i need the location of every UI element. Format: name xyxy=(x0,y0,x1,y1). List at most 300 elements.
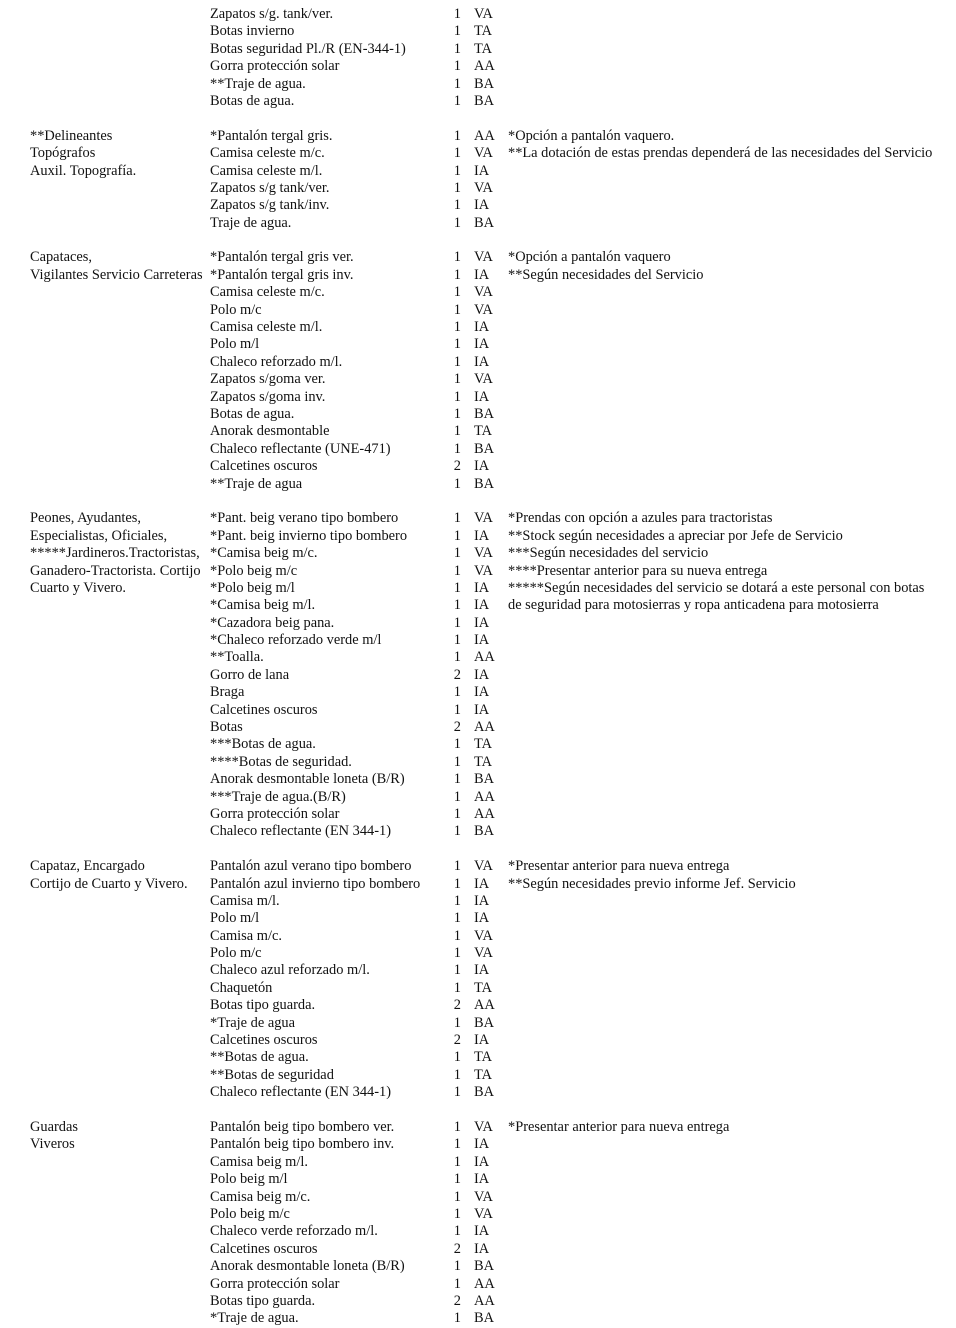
item-period-code: IA xyxy=(474,614,490,631)
item-quantity: 1 xyxy=(453,875,461,892)
item-name: Anorak desmontable loneta (B/R) xyxy=(210,1258,405,1275)
staff-category-line: Cuarto y Vivero. xyxy=(30,579,126,596)
table-row xyxy=(0,1258,956,1275)
item-period-code: AA xyxy=(474,1275,495,1292)
item-quantity: 2 xyxy=(453,1240,461,1257)
item-quantity: 1 xyxy=(453,266,461,283)
item-period-code: AA xyxy=(474,805,495,822)
item-period-code: IA xyxy=(474,266,490,283)
staff-group xyxy=(0,510,956,840)
item-period-code: BA xyxy=(474,1258,494,1275)
table-row xyxy=(0,1310,956,1327)
table-row xyxy=(0,806,956,823)
item-name: *Camisa beig m/c. xyxy=(210,545,318,562)
table-row xyxy=(0,632,956,649)
footnote: *****Según necesidades del servicio se dotará a este personal con botas xyxy=(508,579,925,596)
item-name: Polo m/c xyxy=(210,945,262,962)
item-period-code: VA xyxy=(474,562,493,579)
item-period-code: IA xyxy=(474,1240,490,1257)
item-quantity: 1 xyxy=(453,319,461,336)
item-name: ***Botas de agua. xyxy=(210,736,316,753)
item-quantity: 1 xyxy=(453,823,461,840)
item-quantity: 1 xyxy=(453,353,461,370)
footnote: *Opción a pantalón vaquero xyxy=(508,249,671,266)
table-row xyxy=(0,93,956,110)
item-name: Gorro de lana xyxy=(210,666,290,683)
item-name: Camisa celeste m/c. xyxy=(210,145,325,162)
table-row xyxy=(0,6,956,23)
item-period-code: IA xyxy=(474,162,490,179)
item-quantity: 1 xyxy=(453,197,461,214)
item-quantity: 1 xyxy=(453,945,461,962)
item-quantity: 1 xyxy=(453,545,461,562)
table-row xyxy=(0,1154,956,1171)
item-name: Calcetines oscuros xyxy=(210,1032,318,1049)
staff-group xyxy=(0,1119,956,1328)
item-quantity: 1 xyxy=(453,1084,461,1101)
item-name: Chaleco azul reforzado m/l. xyxy=(210,962,370,979)
item-quantity: 1 xyxy=(453,510,461,527)
item-period-code: VA xyxy=(474,145,493,162)
table-row xyxy=(0,1084,956,1101)
item-name: Botas invierno xyxy=(210,23,295,40)
table-row xyxy=(0,371,956,388)
table-row xyxy=(0,1276,956,1293)
item-quantity: 1 xyxy=(453,214,461,231)
item-quantity: 1 xyxy=(453,162,461,179)
item-period-code: VA xyxy=(474,945,493,962)
item-quantity: 1 xyxy=(453,405,461,422)
item-quantity: 1 xyxy=(453,475,461,492)
item-period-code: BA xyxy=(474,405,494,422)
table-row xyxy=(0,23,956,40)
table-row xyxy=(0,545,956,562)
table-row xyxy=(0,719,956,736)
item-name: Pantalón beig tipo bombero ver. xyxy=(210,1119,395,1135)
table-row xyxy=(0,771,956,788)
group-spacer xyxy=(0,232,956,249)
table-row xyxy=(0,41,956,58)
item-period-code: IA xyxy=(474,1032,490,1049)
item-period-code: TA xyxy=(474,23,493,40)
item-period-code: IA xyxy=(474,666,490,683)
item-period-code: BA xyxy=(474,75,494,92)
table-row xyxy=(0,702,956,719)
item-name: Camisa beig m/l. xyxy=(210,1153,308,1170)
table-row xyxy=(0,789,956,806)
item-name: Braga xyxy=(210,684,245,701)
item-period-code: IA xyxy=(474,579,490,596)
item-quantity: 2 xyxy=(453,997,461,1014)
item-quantity: 1 xyxy=(453,92,461,109)
item-quantity: 2 xyxy=(453,458,461,475)
item-quantity: 1 xyxy=(453,179,461,196)
table-row xyxy=(0,1189,956,1206)
table-row xyxy=(0,336,956,353)
item-quantity: 1 xyxy=(453,962,461,979)
table-row xyxy=(0,215,956,232)
table-row xyxy=(0,910,956,927)
item-name: Gorra protección solar xyxy=(210,805,340,822)
item-name: Camisa celeste m/c. xyxy=(210,284,325,301)
item-period-code: IA xyxy=(474,197,490,214)
item-period-code: BA xyxy=(474,1084,494,1101)
table-row xyxy=(0,928,956,945)
item-name: Botas seguridad Pl./R (EN-344-1) xyxy=(210,40,406,57)
item-name: Calcetines oscuros xyxy=(210,458,318,475)
item-quantity: 1 xyxy=(453,6,461,22)
footnote: **Según necesidades previo informe Jef. Servicio xyxy=(508,875,796,892)
item-quantity: 1 xyxy=(453,597,461,614)
group-spacer xyxy=(0,1102,956,1119)
table-row xyxy=(0,823,956,840)
item-quantity: 1 xyxy=(453,127,461,144)
item-period-code: IA xyxy=(474,353,490,370)
item-quantity: 1 xyxy=(453,75,461,92)
item-period-code: AA xyxy=(474,997,495,1014)
item-name: *Pant. beig invierno tipo bombero xyxy=(210,527,408,544)
table-row xyxy=(0,267,956,284)
item-name: **Traje de agua xyxy=(210,475,303,492)
item-period-code: BA xyxy=(474,823,494,840)
item-quantity: 1 xyxy=(453,1205,461,1222)
staff-category-line: **Delineantes xyxy=(30,127,113,144)
item-name: Calcetines oscuros xyxy=(210,1240,318,1257)
item-quantity: 1 xyxy=(453,40,461,57)
staff-group xyxy=(0,858,956,1101)
item-name: Calcetines oscuros xyxy=(210,701,318,718)
item-quantity: 2 xyxy=(453,666,461,683)
staff-category-line: Vigilantes Servicio Carreteras xyxy=(30,266,203,283)
item-quantity: 1 xyxy=(453,371,461,388)
table-row xyxy=(0,76,956,93)
staff-category-line: Guardas xyxy=(30,1119,78,1135)
item-quantity: 1 xyxy=(453,1119,461,1135)
item-quantity: 1 xyxy=(453,58,461,75)
item-name: Polo m/l xyxy=(210,336,260,353)
staff-group xyxy=(0,128,956,232)
table-row xyxy=(0,997,956,1014)
item-name: **Botas de seguridad xyxy=(210,1066,334,1083)
item-period-code: BA xyxy=(474,440,494,457)
table-row xyxy=(0,876,956,893)
item-period-code: TA xyxy=(474,1049,493,1066)
item-quantity: 1 xyxy=(453,701,461,718)
item-quantity: 1 xyxy=(453,1153,461,1170)
item-name: Zapatos s/g. tank/ver. xyxy=(210,6,334,22)
item-period-code: VA xyxy=(474,510,493,527)
item-period-code: IA xyxy=(474,319,490,336)
item-name: Zapatos s/goma ver. xyxy=(210,371,326,388)
item-name: Polo m/c xyxy=(210,301,262,318)
group-spacer xyxy=(0,841,956,858)
table-row xyxy=(0,510,956,527)
table-row xyxy=(0,180,956,197)
item-period-code: VA xyxy=(474,927,493,944)
item-quantity: 1 xyxy=(453,145,461,162)
table-row xyxy=(0,754,956,771)
item-quantity: 1 xyxy=(453,527,461,544)
clothing-allowance-table xyxy=(0,6,956,1328)
item-name: *Traje de agua. xyxy=(210,1310,299,1327)
item-name: Botas tipo guarda. xyxy=(210,997,316,1014)
table-row xyxy=(0,858,956,875)
item-quantity: 1 xyxy=(453,336,461,353)
table-row xyxy=(0,649,956,666)
item-period-code: VA xyxy=(474,371,493,388)
item-name: Pantalón beig tipo bombero inv. xyxy=(210,1136,395,1153)
item-quantity: 1 xyxy=(453,1188,461,1205)
table-row xyxy=(0,1015,956,1032)
item-period-code: TA xyxy=(474,40,493,57)
item-quantity: 1 xyxy=(453,1014,461,1031)
item-name: Pantalón azul verano tipo bombero xyxy=(210,858,412,875)
item-period-code: IA xyxy=(474,597,490,614)
item-quantity: 1 xyxy=(453,805,461,822)
item-period-code: IA xyxy=(474,910,490,927)
group-spacer xyxy=(0,110,956,127)
table-row xyxy=(0,580,956,597)
item-name: Polo beig m/l xyxy=(210,1171,288,1188)
table-row xyxy=(0,945,956,962)
item-quantity: 1 xyxy=(453,1049,461,1066)
item-period-code: AA xyxy=(474,58,495,75)
item-name: Chaleco reflectante (EN 344-1) xyxy=(210,1084,391,1101)
staff-category-line: Capataces, xyxy=(30,249,92,266)
item-period-code: AA xyxy=(474,1292,495,1309)
table-row xyxy=(0,1206,956,1223)
item-name: Camisa beig m/c. xyxy=(210,1188,311,1205)
item-name: Pantalón azul invierno tipo bombero xyxy=(210,875,421,892)
table-row xyxy=(0,319,956,336)
item-period-code: TA xyxy=(474,423,493,440)
table-row xyxy=(0,163,956,180)
item-period-code: IA xyxy=(474,701,490,718)
item-period-code: IA xyxy=(474,632,490,649)
item-quantity: 1 xyxy=(453,788,461,805)
staff-category-line: Viveros xyxy=(30,1136,75,1153)
item-period-code: VA xyxy=(474,301,493,318)
item-quantity: 1 xyxy=(453,301,461,318)
item-quantity: 1 xyxy=(453,1171,461,1188)
table-row xyxy=(0,597,956,614)
item-name: Zapatos s/g tank/ver. xyxy=(210,179,330,196)
item-period-code: IA xyxy=(474,962,490,979)
item-name: *Chaleco reforzado verde m/l xyxy=(210,632,382,649)
item-name: Camisa m/c. xyxy=(210,927,282,944)
item-period-code: TA xyxy=(474,736,493,753)
item-period-code: IA xyxy=(474,892,490,909)
item-name: Botas tipo guarda. xyxy=(210,1292,316,1309)
item-period-code: VA xyxy=(474,858,493,875)
item-period-code: AA xyxy=(474,788,495,805)
footnote: ****Presentar anterior para su nueva entrega xyxy=(508,562,768,579)
item-name: Camisa celeste m/l. xyxy=(210,162,323,179)
item-name: Botas xyxy=(210,719,243,736)
staff-category-line: Peones, Ayudantes, xyxy=(30,510,141,527)
table-row xyxy=(0,1049,956,1066)
item-name: **Traje de agua. xyxy=(210,75,306,92)
item-period-code: AA xyxy=(474,649,495,666)
item-quantity: 1 xyxy=(453,440,461,457)
item-period-code: VA xyxy=(474,545,493,562)
item-quantity: 1 xyxy=(453,388,461,405)
item-period-code: VA xyxy=(474,6,493,22)
item-period-code: VA xyxy=(474,284,493,301)
item-period-code: AA xyxy=(474,719,495,736)
item-quantity: 2 xyxy=(453,1292,461,1309)
table-row xyxy=(0,1241,956,1258)
item-name: ****Botas de seguridad. xyxy=(210,753,352,770)
item-period-code: BA xyxy=(474,92,494,109)
table-row xyxy=(0,1171,956,1188)
item-period-code: IA xyxy=(474,458,490,475)
item-period-code: TA xyxy=(474,979,493,996)
item-name: Chaquetón xyxy=(210,979,273,996)
table-row xyxy=(0,980,956,997)
item-name: *Pantalón tergal gris. xyxy=(210,127,333,144)
item-name: Zapatos s/goma inv. xyxy=(210,388,326,405)
item-period-code: IA xyxy=(474,388,490,405)
footnote: **Según necesidades del Servicio xyxy=(508,266,704,283)
item-period-code: IA xyxy=(474,1171,490,1188)
item-name: *Pantalón tergal gris inv. xyxy=(210,266,354,283)
table-row xyxy=(0,563,956,580)
table-row xyxy=(0,962,956,979)
item-quantity: 1 xyxy=(453,1136,461,1153)
table-row xyxy=(0,667,956,684)
staff-category-line: Topógrafos xyxy=(30,145,96,162)
item-name: ***Traje de agua.(B/R) xyxy=(210,788,346,805)
table-row xyxy=(0,893,956,910)
item-name: Chaleco reflectante (UNE-471) xyxy=(210,440,391,457)
table-row xyxy=(0,406,956,423)
item-quantity: 1 xyxy=(453,1223,461,1240)
item-quantity: 1 xyxy=(453,579,461,596)
item-name: Chaleco reforzado m/l. xyxy=(210,353,343,370)
item-name: Botas de agua. xyxy=(210,92,295,109)
item-period-code: BA xyxy=(474,1014,494,1031)
item-name: Camisa celeste m/l. xyxy=(210,319,323,336)
item-quantity: 1 xyxy=(453,23,461,40)
item-period-code: IA xyxy=(474,1136,490,1153)
table-row xyxy=(0,128,956,145)
item-period-code: VA xyxy=(474,1188,493,1205)
footnote: de seguridad para motosierras y ropa anticadena para motosierra xyxy=(508,597,879,614)
item-name: *Cazadora beig pana. xyxy=(210,614,335,631)
table-row xyxy=(0,1067,956,1084)
item-name: *Traje de agua xyxy=(210,1014,295,1031)
table-row xyxy=(0,1119,956,1136)
item-name: **Botas de agua. xyxy=(210,1049,309,1066)
item-quantity: 1 xyxy=(453,284,461,301)
item-period-code: BA xyxy=(474,1310,494,1327)
footnote: *Opción a pantalón vaquero. xyxy=(508,127,675,144)
staff-category-line: Capataz, Encargado xyxy=(30,858,145,875)
item-quantity: 2 xyxy=(453,719,461,736)
footnote: **Stock según necesidades a apreciar por Jefe de Servicio xyxy=(508,527,843,544)
staff-category-line: *****Jardineros.Tractoristas, xyxy=(30,545,200,562)
group-spacer xyxy=(0,493,956,510)
item-period-code: AA xyxy=(474,127,495,144)
item-quantity: 1 xyxy=(453,649,461,666)
table-row xyxy=(0,423,956,440)
staff-category-line: Auxil. Topografía. xyxy=(30,162,137,179)
item-quantity: 1 xyxy=(453,753,461,770)
item-name: Chaleco verde reforzado m/l. xyxy=(210,1223,378,1240)
item-quantity: 1 xyxy=(453,1310,461,1327)
table-row xyxy=(0,458,956,475)
table-row xyxy=(0,58,956,75)
item-period-code: IA xyxy=(474,336,490,353)
footnote: *Prendas con opción a azules para tractoristas xyxy=(508,510,773,527)
staff-group xyxy=(0,249,956,492)
item-quantity: 1 xyxy=(453,614,461,631)
item-period-code: IA xyxy=(474,1153,490,1170)
item-period-code: VA xyxy=(474,249,493,266)
item-name: Traje de agua. xyxy=(210,214,292,231)
item-name: *Pantalón tergal gris ver. xyxy=(210,249,354,266)
item-name: *Polo beig m/c xyxy=(210,562,298,579)
item-name: Chaleco reflectante (EN 344-1) xyxy=(210,823,391,840)
table-row xyxy=(0,736,956,753)
item-period-code: IA xyxy=(474,684,490,701)
item-period-code: VA xyxy=(474,179,493,196)
item-quantity: 1 xyxy=(453,979,461,996)
item-quantity: 1 xyxy=(453,249,461,266)
table-row xyxy=(0,197,956,214)
item-period-code: IA xyxy=(474,1223,490,1240)
table-row xyxy=(0,528,956,545)
table-row xyxy=(0,476,956,493)
item-name: Botas de agua. xyxy=(210,405,295,422)
table-row xyxy=(0,145,956,162)
item-name: Polo m/l xyxy=(210,910,260,927)
item-quantity: 1 xyxy=(453,910,461,927)
table-row xyxy=(0,441,956,458)
item-name: *Camisa beig m/l. xyxy=(210,597,316,614)
staff-category-line: Ganadero-Tractorista. Cortijo xyxy=(30,562,201,579)
item-name: Anorak desmontable loneta (B/R) xyxy=(210,771,405,788)
item-quantity: 1 xyxy=(453,684,461,701)
item-name: Polo beig m/c xyxy=(210,1205,290,1222)
table-row xyxy=(0,284,956,301)
table-row xyxy=(0,389,956,406)
item-period-code: TA xyxy=(474,753,493,770)
table-row xyxy=(0,1293,956,1310)
item-name: Zapatos s/g tank/inv. xyxy=(210,197,330,214)
footnote: *Presentar anterior para nueva entrega xyxy=(508,858,730,875)
table-row xyxy=(0,615,956,632)
item-quantity: 1 xyxy=(453,1066,461,1083)
footnote: **La dotación de estas prendas dependerá de las necesidades del Servicio xyxy=(508,145,933,162)
item-name: Camisa m/l. xyxy=(210,892,280,909)
item-period-code: TA xyxy=(474,1066,493,1083)
item-period-code: IA xyxy=(474,527,490,544)
item-name: Gorra protección solar xyxy=(210,58,340,75)
item-period-code: BA xyxy=(474,214,494,231)
item-quantity: 1 xyxy=(453,771,461,788)
staff-category-line: Especialistas, Oficiales, xyxy=(30,527,168,544)
item-name: Anorak desmontable xyxy=(210,423,330,440)
item-period-code: IA xyxy=(474,875,490,892)
item-period-code: VA xyxy=(474,1119,493,1135)
item-quantity: 1 xyxy=(453,1275,461,1292)
footnote: *Presentar anterior para nueva entrega xyxy=(508,1119,730,1135)
item-quantity: 1 xyxy=(453,736,461,753)
item-quantity: 1 xyxy=(453,562,461,579)
item-name: *Pant. beig verano tipo bombero xyxy=(210,510,399,527)
